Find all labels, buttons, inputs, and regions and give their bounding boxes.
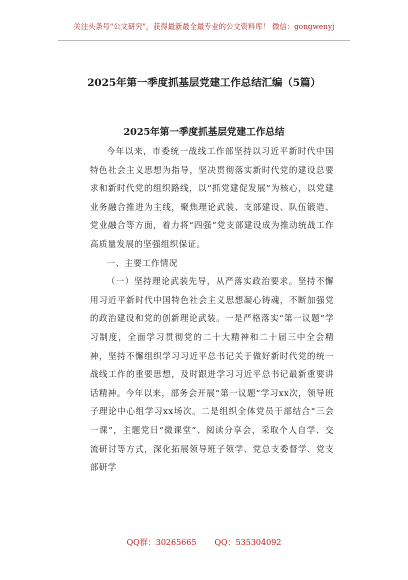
paragraph-content: （一）坚持理论武装先导，从严落实政治要求。坚持不懈用习近平新时代中国特色社会主义思想凝心铸魂，不断加强党的政治建设和党的创新理论武装。一是严格落实“第一议题”学习制度，全面学习贯彻党的二十大精神和二十届三中全会精神，坚持不懈组织学习习近平总书记关于做好新时代党的统一战线工作的重要思想，及时跟进学习习近平总书记最新重要讲话精神。今年以来，部务会开展“第一议题”学习xx次，领导班子理论中心组学习xx场次。二是组织全体党员干部结合“三会一课”，主题党日“微课堂”、阅读分享会，采取个人自学、交流研讨等方式，深化拓展领导班子领学、党总支委督学、党支部研学 (90, 276, 334, 473)
document-body (90, 142, 334, 477)
paragraph-intro: 今年以来，市委统一战线工作部坚持以习近平新时代中国特色社会主义思想为指导，坚决贯彻落实新时代党的建设总要求和新时代党的组织路线，以“抓党建促发展”为核心，以党建业务融合推进为主线，聚焦理论武装、支部建设、队伍锻造、党业融合等方面，着力将“四强”党支部建设成为推动统战工作高质量发展的坚强组织保证。 (90, 146, 334, 249)
header-divider (58, 40, 350, 41)
paragraph-heading: 一、主要工作情况 (106, 257, 178, 268)
footer-qq: QQ：535304092 (214, 538, 282, 547)
header-banner: 关注头条号"公文研究"，获得最新最全最专业的公文资料库！ 微信：gongwenyj (73, 22, 335, 31)
footer-contact (0, 537, 408, 548)
footer-qq-group: QQ群：30265665 (126, 538, 197, 547)
section-title: 2025年第一季度抓基层党建工作总结 (123, 127, 285, 138)
document-title: 2025年第一季度抓基层党建工作总结汇编（5篇） (87, 77, 321, 89)
